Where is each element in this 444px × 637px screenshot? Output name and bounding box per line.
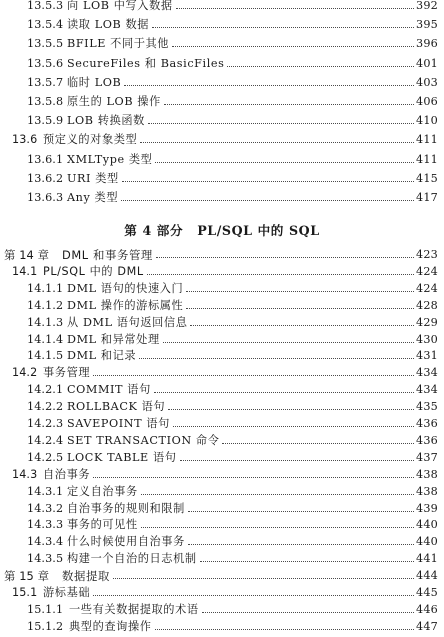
dot-leader: [164, 92, 414, 112]
toc-entry-number: 第 15 章: [4, 569, 50, 584]
toc-entry-13.5.6[interactable]: [0, 54, 444, 74]
toc-entry-title: SAVEPOINT 语句: [67, 417, 170, 430]
toc-entry-number: 14.2.1: [27, 383, 64, 397]
toc-entry-number: 15.1.1: [27, 602, 64, 616]
toc-entry-page: 438: [416, 467, 438, 481]
toc-entry-number: 14.3.4: [27, 535, 64, 549]
toc-entry-number: 14.1.5: [27, 349, 64, 363]
toc-entry-title: URI 类型: [67, 171, 119, 185]
toc-entry-page: 411: [416, 133, 438, 147]
toc-entry-number: 14.2.3: [27, 417, 64, 430]
toc-entry-number: 14.2.4: [27, 433, 64, 447]
toc-entry-15.1.2[interactable]: [0, 617, 444, 637]
toc-entry-number: 13.6: [12, 133, 38, 147]
toc-entry-number: 14.2.2: [27, 400, 64, 414]
toc-entry-title: 向 LOB 中写入数据: [67, 0, 173, 12]
toc-entry-number: 14.1.2: [27, 298, 64, 312]
toc-entry-number: 13.6.2: [27, 171, 64, 185]
toc-entry-page: 406: [416, 95, 438, 108]
toc-entry-number: 14.3.3: [27, 518, 64, 532]
toc-entry-number: 14.2.5: [27, 450, 64, 464]
toc-entry-page: 440: [416, 535, 438, 549]
toc-entry-13.5.9[interactable]: [0, 111, 444, 131]
dot-leader: [124, 73, 414, 93]
toc-entry-number: 14.3.2: [27, 501, 64, 515]
toc-entry-page: 395: [416, 18, 438, 32]
toc-entry-number: 13.5.8: [27, 95, 64, 108]
toc-entry-number: 14.1.3: [27, 315, 64, 329]
toc-entry-title: 事务管理: [43, 366, 91, 380]
dot-leader: [140, 130, 414, 150]
toc-entry-title: Any 类型: [67, 191, 119, 204]
dot-leader: [176, 0, 414, 16]
toc-entry-page: 403: [416, 75, 438, 89]
toc-entry-number: 14.1.4: [27, 332, 64, 346]
toc-entry-title: 构建一个自治的日志机制: [67, 552, 197, 566]
toc-entry-title: 原生的 LOB 操作: [67, 95, 161, 108]
part-heading: [0, 220, 444, 242]
toc-entry-13.6.3[interactable]: [0, 188, 444, 208]
toc-entry-page: 423: [416, 248, 438, 261]
toc-entry-page: 434: [416, 383, 438, 397]
toc-entry-title: SecureFiles 和 BasicFiles: [67, 56, 225, 70]
toc-entry-number: 13.6.1: [27, 152, 64, 166]
toc-entry-page: 438: [416, 484, 438, 498]
toc-entry-title: 典型的查询操作: [69, 619, 152, 633]
dot-leader: [155, 617, 415, 637]
toc-entry-title: LOB 转换函数: [67, 114, 145, 128]
toc-entry-number: 14.3.5: [27, 552, 64, 566]
toc-entry-title: DML 操作的游标属性: [67, 298, 184, 312]
toc-entry-page: 429: [416, 315, 438, 329]
toc-entry-title: DML 和异常处理: [67, 332, 160, 346]
toc-entry-number: 14.3: [12, 467, 38, 481]
toc-entry-13.6[interactable]: [0, 130, 444, 150]
toc-entry-page: 441: [416, 552, 438, 566]
toc-entry-page: 436: [416, 433, 438, 447]
toc-entry-number: 13.5.5: [27, 37, 64, 51]
toc-entry-page: 415: [416, 171, 438, 185]
toc-entry-number: 13.5.9: [27, 114, 64, 128]
toc-entry-page: 431: [416, 349, 438, 363]
toc-entry-title: 预定义的对象类型: [43, 133, 138, 147]
toc-entry-title: 自治事务: [43, 467, 91, 481]
toc-entry-13.5.3[interactable]: [0, 0, 444, 16]
toc-entry-page: 434: [416, 366, 438, 380]
toc-entry-page: 445: [416, 586, 438, 599]
toc-entry-title: 事务的可见性: [67, 518, 138, 532]
toc-entry-number: 14.1: [12, 264, 38, 278]
part-title: PL/SQL 中的 SQL: [197, 223, 320, 238]
dot-leader: [121, 188, 414, 208]
toc-entry-page: 439: [416, 501, 438, 515]
dot-leader: [227, 54, 414, 74]
toc-entry-title: 一些有关数据提取的术语: [69, 602, 199, 616]
toc-entry-title: ROLLBACK 语句: [67, 400, 166, 414]
toc-entry-page: 447: [416, 619, 438, 633]
toc-entry-number: 15.1: [12, 586, 38, 599]
toc-entry-13.5.5[interactable]: [0, 34, 444, 54]
toc-entry-page: 410: [416, 114, 438, 128]
toc-entry-page: 430: [416, 332, 438, 346]
toc-entry-page: 435: [416, 400, 438, 414]
toc-entry-title: DML 语句的快速入门: [67, 281, 184, 295]
toc-entry-13.6.2[interactable]: [0, 169, 444, 189]
toc-entry-page: 428: [416, 298, 438, 312]
toc-entry-title: 自治事务的规则和限制: [67, 501, 185, 515]
dot-leader: [172, 34, 414, 54]
toc-entry-title: XMLType 类型: [67, 152, 153, 166]
toc-entry-title: PL/SQL 中的 DML: [43, 264, 144, 278]
toc-entry-title: 读取 LOB 数据: [67, 18, 150, 32]
toc-entry-page: 440: [416, 518, 438, 532]
toc-entry-13.5.4[interactable]: [0, 15, 444, 35]
toc-entry-page: 444: [416, 569, 438, 583]
toc-entry-page: 392: [416, 0, 438, 12]
toc-entry-title: SET TRANSACTION 命令: [67, 433, 220, 447]
toc-entry-number: 14.2: [12, 366, 38, 380]
toc-entry-title: 数据提取: [62, 569, 110, 584]
toc-entry-number: 14.1.1: [27, 281, 64, 295]
toc-entry-title: 游标基础: [43, 586, 91, 599]
toc-entry-page: 424: [416, 281, 438, 295]
toc-entry-13.6.1[interactable]: [0, 150, 444, 170]
dot-leader: [155, 150, 414, 170]
toc-entry-title: DML 和记录: [67, 349, 137, 363]
toc-entry-number: 15.1.2: [27, 619, 64, 633]
toc-entry-number: 13.6.3: [27, 191, 64, 204]
toc-entry-title: BFILE 不同于其他: [67, 37, 170, 51]
dot-leader: [152, 15, 414, 35]
toc-entry-number: 13.5.6: [27, 56, 64, 70]
toc-entry-page: 446: [416, 602, 438, 616]
toc-entry-page: 396: [416, 37, 438, 51]
toc-entry-13.5.7[interactable]: [0, 73, 444, 93]
toc-entry-page: 437: [416, 450, 438, 464]
toc-entry-title: 定义自治事务: [67, 484, 138, 498]
toc-entry-13.5.8[interactable]: [0, 92, 444, 112]
toc-entry-number: 13.5.7: [27, 75, 64, 89]
toc-entry-title: LOCK TABLE 语句: [67, 450, 177, 464]
toc-entry-number: 14.3.1: [27, 484, 64, 498]
dot-leader: [122, 169, 414, 189]
toc-entry-page: 436: [416, 417, 438, 430]
part-label: 第 4 部分: [124, 223, 184, 238]
toc-entry-page: 401: [416, 56, 438, 70]
toc-entry-page: 424: [416, 264, 438, 278]
toc-entry-title: 临时 LOB: [67, 75, 122, 89]
toc-entry-title: COMMIT 语句: [67, 383, 151, 397]
dot-leader: [148, 111, 414, 131]
toc-entry-number: 第 14 章: [4, 248, 50, 262]
toc-entry-page: 417: [416, 191, 438, 204]
toc-entry-number: 13.5.3: [27, 0, 64, 12]
toc-entry-title: 什么时候使用自治事务: [67, 535, 185, 549]
toc-entry-number: 13.5.4: [27, 18, 64, 32]
toc-entry-title: DML 和事务管理: [62, 248, 153, 262]
toc-entry-page: 411: [416, 152, 438, 166]
toc-entry-title: 从 DML 语句返回信息: [67, 315, 188, 329]
